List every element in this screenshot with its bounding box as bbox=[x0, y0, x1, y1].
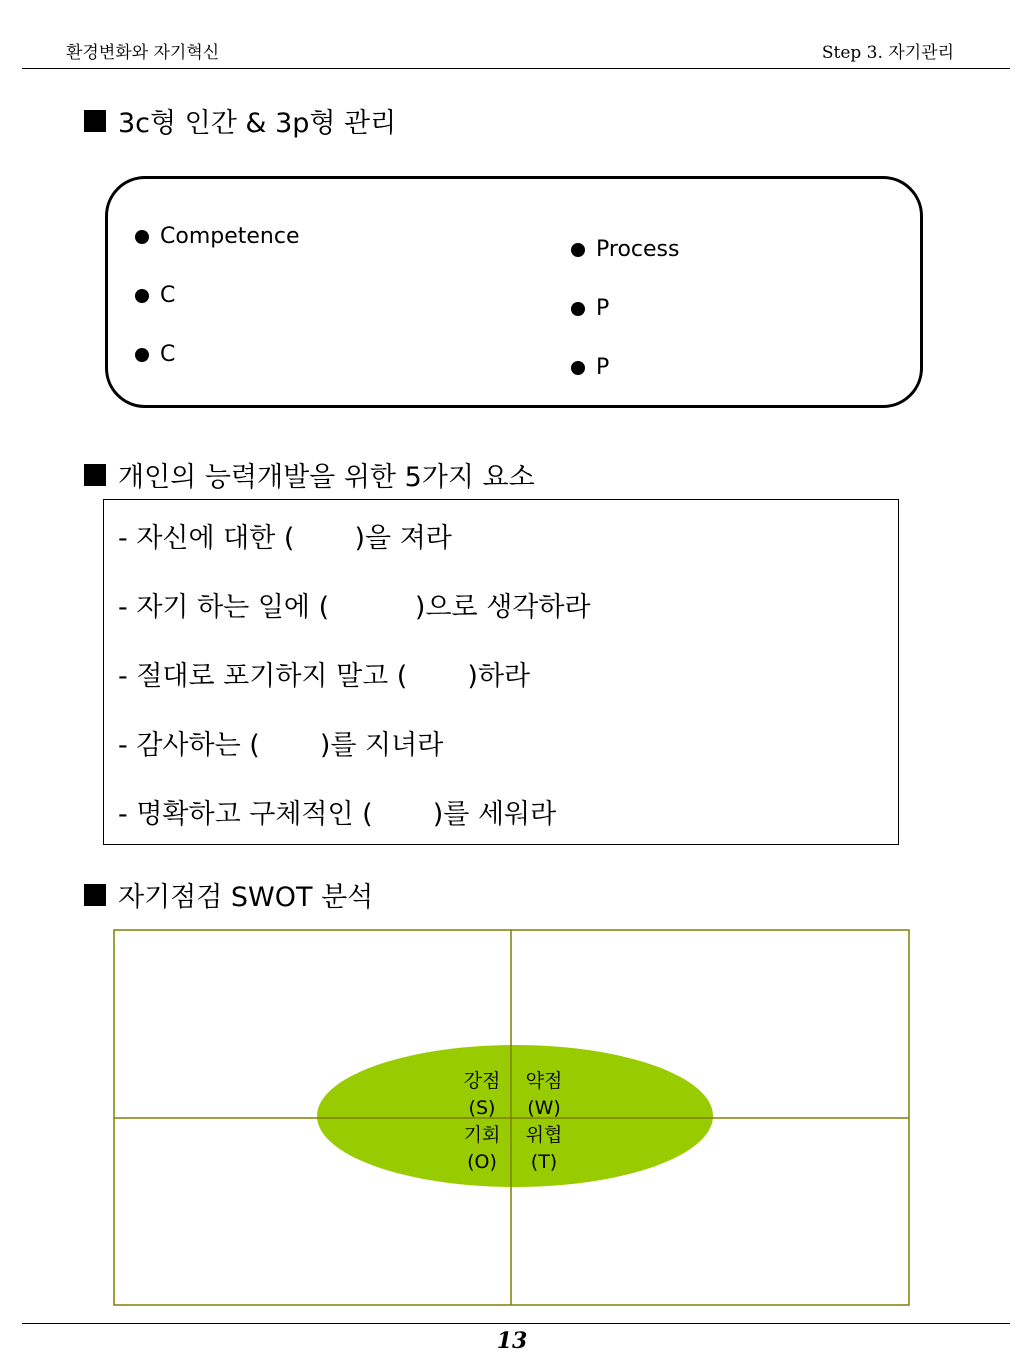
footer-divider bbox=[22, 1323, 1010, 1324]
element-line: - 절대로 포기하지 말고 ( )하라 bbox=[118, 661, 531, 692]
c-item: Competence bbox=[135, 224, 300, 249]
c-item: C bbox=[135, 283, 175, 308]
element-line: - 명확하고 구체적인 ( )를 세워라 bbox=[118, 799, 557, 830]
section-title: 개인의 능력개발을 위한 5가지 요소 bbox=[118, 462, 535, 493]
swot-center-ellipse bbox=[317, 1045, 713, 1187]
element-line: - 자신에 대한 ( )을 져라 bbox=[118, 523, 452, 554]
header-step: Step 3. 자기관리 bbox=[821, 43, 954, 63]
p-item: P bbox=[571, 355, 609, 380]
swot-strength-label: 강점 (S) bbox=[463, 1070, 501, 1119]
element-line: - 감사하는 ( )를 지녀라 bbox=[118, 730, 444, 761]
page-number: 13 bbox=[496, 1328, 528, 1354]
swot-threat-label: 위협 (T) bbox=[525, 1124, 563, 1173]
section-title: 자기점검 SWOT 분석 bbox=[118, 882, 374, 913]
p-item: P bbox=[571, 296, 609, 321]
swot-weakness-label: 약점 (W) bbox=[525, 1070, 563, 1119]
header-title: 환경변화와 자기혁신 bbox=[66, 43, 220, 63]
c-item: C bbox=[135, 342, 175, 367]
swot-opportunity-label: 기회 (O) bbox=[463, 1124, 501, 1173]
p-item: Process bbox=[571, 237, 679, 262]
element-line: - 자기 하는 일에 ( )으로 생각하라 bbox=[118, 592, 591, 623]
section-title: 3c형 인간 & 3p형 관리 bbox=[118, 108, 397, 139]
